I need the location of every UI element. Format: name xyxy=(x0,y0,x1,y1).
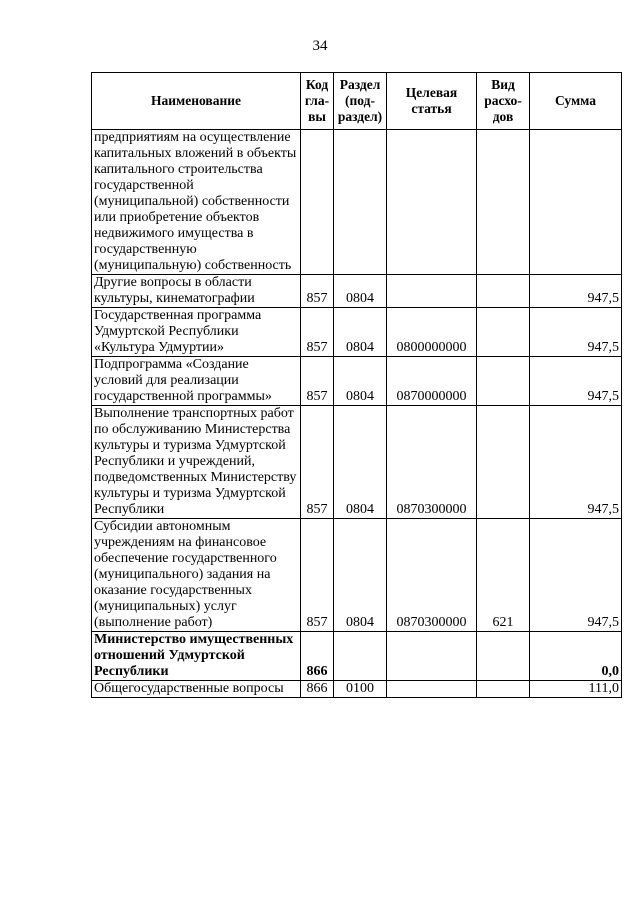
header-type-line: дов xyxy=(492,109,514,124)
cell-target xyxy=(387,632,477,681)
header-code-line: Код xyxy=(305,77,329,92)
cell-sum: 111,0 xyxy=(530,681,622,698)
cell-type xyxy=(477,406,530,519)
cell-section xyxy=(334,632,387,681)
cell-type xyxy=(477,357,530,406)
cell-section: 0804 xyxy=(334,519,387,632)
table-row xyxy=(92,632,622,681)
cell-sum: 947,5 xyxy=(530,357,622,406)
table-row xyxy=(92,357,622,406)
cell-target xyxy=(387,275,477,308)
table-row xyxy=(92,681,622,698)
cell-sum: 0,0 xyxy=(530,632,622,681)
table-row xyxy=(92,130,622,275)
table-row xyxy=(92,308,622,357)
cell-section: 0804 xyxy=(334,357,387,406)
cell-target: 0870000000 xyxy=(387,357,477,406)
cell-type xyxy=(477,308,530,357)
cell-target: 0870300000 xyxy=(387,406,477,519)
cell-type: 621 xyxy=(477,519,530,632)
cell-code: 857 xyxy=(301,275,334,308)
cell-section: 0100 xyxy=(334,681,387,698)
cell-name: Общегосударственные вопросы xyxy=(92,681,301,698)
cell-code: 866 xyxy=(301,632,334,681)
budget-table xyxy=(91,72,622,698)
header-code-line: гла- xyxy=(304,93,330,108)
table-header-row xyxy=(92,73,622,130)
header-section-line: Раздел xyxy=(339,77,381,92)
cell-name: Министерство имущественных отношений Удмуртской Республики xyxy=(92,632,301,681)
cell-name: Выполнение транспортных работ по обслуживанию Министерства культуры и туризма Удмуртской Республики и учреждений, подведомственных Министерству культуры и туризма Удмуртской Республики xyxy=(92,406,301,519)
header-sum: Сумма xyxy=(530,73,622,130)
cell-name: Субсидии автономным учреждениям на финансовое обеспечение государственного (муниципального) задания на оказание государственных (муниципальных) услуг (выполнение работ) xyxy=(92,519,301,632)
cell-section: 0804 xyxy=(334,275,387,308)
cell-sum xyxy=(530,130,622,275)
table-row xyxy=(92,519,622,632)
header-type xyxy=(477,73,530,130)
cell-name: Другие вопросы в области культуры, кинематографии xyxy=(92,275,301,308)
cell-type xyxy=(477,275,530,308)
header-target-line: статья xyxy=(411,101,452,116)
header-section xyxy=(334,73,387,130)
cell-sum: 947,5 xyxy=(530,275,622,308)
cell-name: предприятиям на осуществление капитальных вложений в объекты капитального строительства государственной (муниципальной) собственности или приобретение объектов недвижимого имущества в государственную (муниципальную) собственность xyxy=(92,130,301,275)
cell-code: 866 xyxy=(301,681,334,698)
header-type-line: Вид xyxy=(491,77,515,92)
table-body xyxy=(92,130,622,698)
cell-code: 857 xyxy=(301,519,334,632)
header-target-line: Целевая xyxy=(405,85,458,100)
cell-type xyxy=(477,130,530,275)
cell-target xyxy=(387,130,477,275)
cell-code: 857 xyxy=(301,406,334,519)
cell-section: 0804 xyxy=(334,308,387,357)
cell-code xyxy=(301,130,334,275)
cell-target: 0870300000 xyxy=(387,519,477,632)
cell-target: 0800000000 xyxy=(387,308,477,357)
cell-sum: 947,5 xyxy=(530,519,622,632)
header-name: Наименование xyxy=(92,73,301,130)
header-type-line: расхо- xyxy=(484,93,522,108)
header-code xyxy=(301,73,334,130)
cell-target xyxy=(387,681,477,698)
cell-section: 0804 xyxy=(334,406,387,519)
cell-type xyxy=(477,632,530,681)
cell-sum: 947,5 xyxy=(530,308,622,357)
cell-sum: 947,5 xyxy=(530,406,622,519)
cell-code: 857 xyxy=(301,308,334,357)
cell-type xyxy=(477,681,530,698)
header-section-line: раздел) xyxy=(337,109,383,124)
cell-section xyxy=(334,130,387,275)
cell-code: 857 xyxy=(301,357,334,406)
table-row xyxy=(92,406,622,519)
header-section-line: (под- xyxy=(345,93,375,108)
cell-name: Подпрограмма «Создание условий для реализации государственной программы» xyxy=(92,357,301,406)
table-row xyxy=(92,275,622,308)
page-number: 34 xyxy=(312,38,328,54)
cell-name: Государственная программа Удмуртской Республики «Культура Удмуртии» xyxy=(92,308,301,357)
header-code-line: вы xyxy=(308,109,326,124)
header-target xyxy=(387,73,477,130)
